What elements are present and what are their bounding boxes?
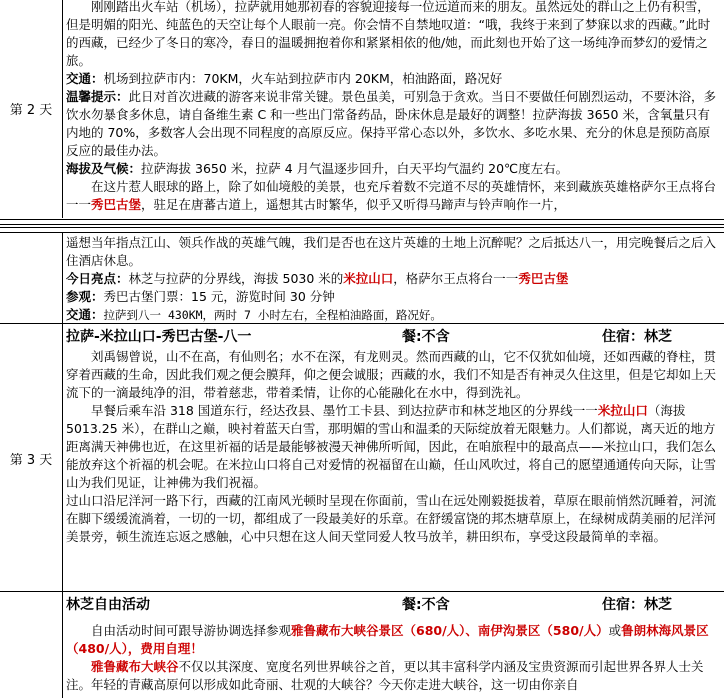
day2-story: 在这片惹人眼球的路上，除了如仙境般的美景，也充斥着数不完道不尽的英雄情怀，来到藏族英雄格萨尔王点将台一一秀巴古堡，驻足在唐蕃古道上，遥想其古时繁华，似乎又听得马蹄声与铃声响作一片， <box>66 179 717 212</box>
day2-content <box>66 0 718 214</box>
cont-traffic: 交通：拉萨到八一 430KM，两时 7 小时左右，全程柏油路面，路况好。 <box>66 307 442 322</box>
day3-intro: 刘禹锡曾说，山不在高，有仙则名；水不在深，有龙则灵。然而西藏的山，它不仅犹如仙境，还如西藏的脊柱，贯穿着西藏的生命，因此我们观之便会膜拜，仰之便会诚服；西藏的水，我们不知是否有神灵久住这里，但是它却如上天流下的一滴最纯净的泪，带着慈悲，带着柔情，让你的心能融化在水中，得到洗礼。 <box>66 349 717 400</box>
day3-route: 拉萨-米拉山口-秀巴古堡-八一 <box>66 329 252 345</box>
day2-tip: 温馨提示：此日对首次进藏的游客来说非常关键。景色虽美，可别急于贪欢。当日不要做任何剧烈运动，不要沐浴，多饮水勿暴食多休息，请自备维生素 C 和一些出门常备药品，卧床休息是最好的调整！拉萨海拔 3650 米，含氧量只有内地的 70%，多数客人会出现不同程度的高原反应。保持平常心态以外，多饮水、多吃水果、充分的休息是预防高原反应的最佳办法。 <box>66 89 717 158</box>
page-break-line <box>0 219 724 225</box>
highlights: 今日亮点：林芝与拉萨的分界线，海拔 5030 米的米拉山口，格萨尔王点将台一一秀巴古堡 <box>66 271 569 286</box>
day3-content <box>66 326 718 546</box>
day4-label <box>0 592 63 698</box>
day3-meal: 餐:不含 <box>402 329 450 345</box>
day4-content <box>66 594 718 694</box>
day4-section <box>0 591 724 698</box>
day2-climate: 海拔及气候：拉萨海拔 3650 米，拉萨 4 月气温逐步回升，白天平均气温约 20℃度左右。 <box>66 161 569 176</box>
day4-meal: 餐:不含 <box>402 597 450 613</box>
day2-traffic: 交通：机场到拉萨市内：70KM，火车站到拉萨市内 20KM，柏油路面，路况好 <box>66 71 503 86</box>
cont-para: 遥想当年指点江山、领兵作战的英雄气魄，我们是否也在这片英雄的土地上沉醉呢？之后抵达八一，用完晚餐后之后入住酒店休息。 <box>66 235 717 268</box>
day2-continuation <box>0 233 724 325</box>
day4-header <box>66 594 718 616</box>
day3-body: 早餐后乘车沿 318 国道东行，经达孜县、墨竹工卡县、到达拉萨市和林芝地区的分界线一一米拉山口（海拔 5013.25 米），在群山之巅，映衬着蓝天白雪，那明媚的雪山和温柔的天际绽放着无限魅力。人们都说，离天近的地方距离满天神佛也近，在这里祈福的话是最能够被漫天神佛所听闻，因此，在咱旅程中的最高点——米拉山口，我们怎么能放弃这个祈福的机会呢。在米拉山口将自己对爱情的祝福留在山巅，任山风吹过，将自己的愿望通通传向天际，让雪山为我们见证，让神佛为我们祝福。 <box>66 403 717 490</box>
day3-stay: 住宿：林芝 <box>602 329 672 345</box>
day2-label: 第 2 天 <box>0 0 63 218</box>
day-label-empty <box>0 233 63 325</box>
day2-intro: 刚刚踏出火车站（机场），拉萨就用她那初春的容貌迎接每一位远道而来的朋友。虽然远处的群山之上仍有积雪，但是明媚的阳光、纯蓝色的天空让每个人眼前一亮。你会情不自禁地叹道：“哦，我终于来到了梦寐以求的西藏。”此时的西藏，已经少了冬日的寒冷，春日的温暖拥抱着你和紧紧相依的他/她，而此刻也开始了这一场纯净而梦幻的爱情之旅。 <box>66 0 711 68</box>
day4-stay: 住宿：林芝 <box>602 597 672 613</box>
day4-options: 自由活动时间可跟导游协调选择参观雅鲁藏布大峡谷景区（680/人）、南伊沟景区（580/人）或鲁朗林海风景区（480/人），费用自理！ <box>66 623 709 656</box>
day4-route: 林芝自由活动 <box>66 597 150 613</box>
cont-content <box>66 234 718 324</box>
day3-section <box>0 323 724 592</box>
day3-river: 过山口沿尼洋河一路下行，西藏的江南风光顿时呈现在你面前，雪山在远处刚毅挺拔着，草原在眼前悄然沉睡着，河流在脚下缓缓流淌着，一切的一切，都组成了一段最美好的乐章。在舒缓富饶的邦杰塘草原上，在绿树成荫美丽的尼洋河美景旁，顿生流连忘返之感触，心中只想在这人间天堂同爱人牧马放羊，耕田织布，享受这段最简单的幸福。 <box>66 493 717 544</box>
day3-header <box>66 326 718 348</box>
day2-section <box>0 0 724 218</box>
visit-info: 参观：秀巴古堡门票：15 元，游览时间 30 分钟 <box>66 289 335 304</box>
day3-label: 第 3 天 <box>0 324 63 592</box>
day4-canyon: 雅鲁藏布大峡谷不仅以其深度、宽度名列世界峡谷之首，更以其丰富科学内涵及宝贵资源而引起世界各界人士关注。年轻的青藏高原何以形成如此奇丽、壮观的大峡谷？今天你走进大峡谷，这一切由你亲自 <box>66 659 704 692</box>
